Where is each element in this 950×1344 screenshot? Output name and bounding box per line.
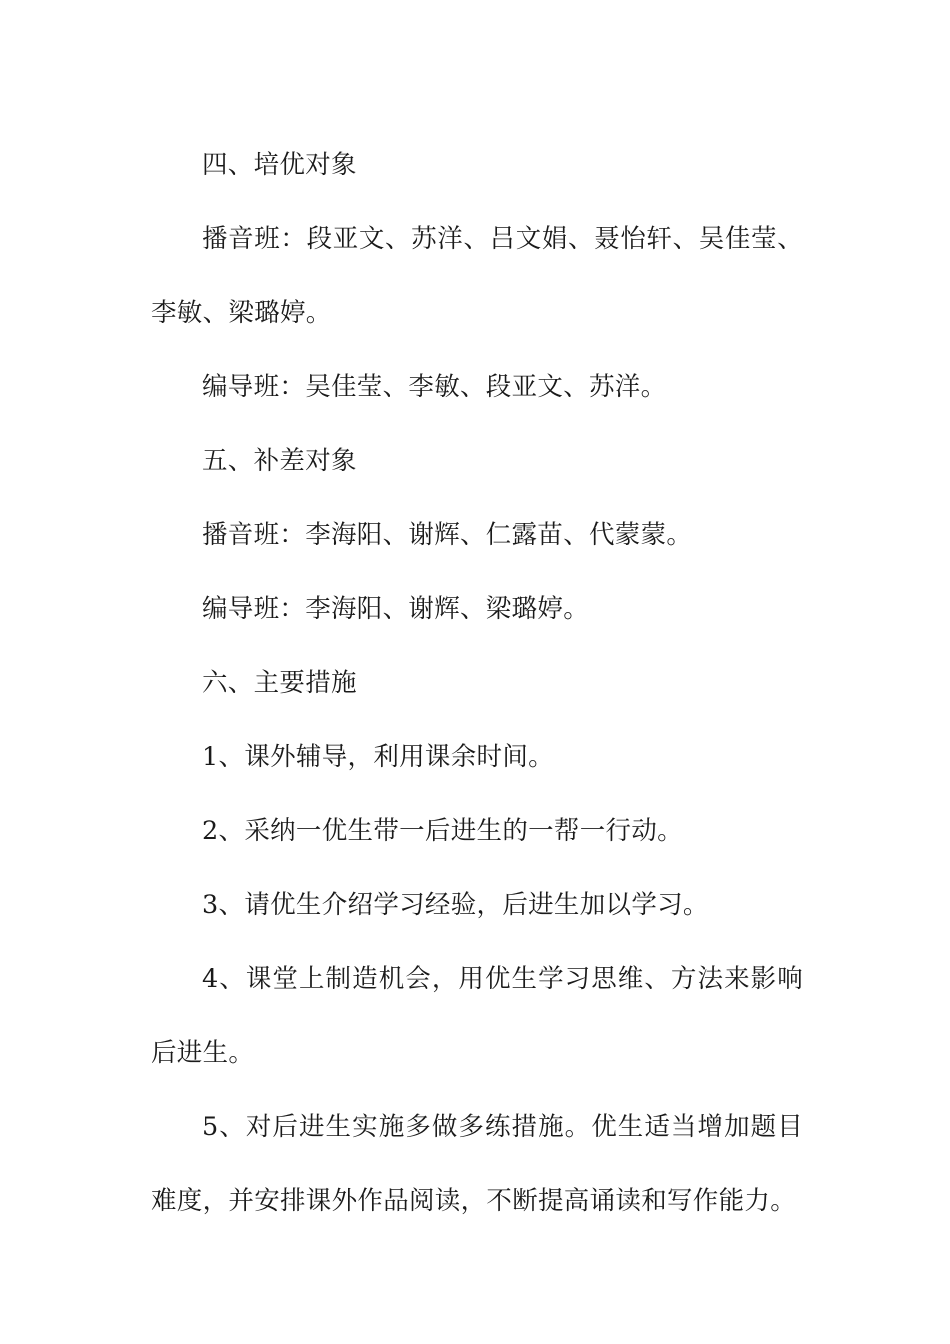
section-heading-main-measures: 六、主要措施 (202, 668, 357, 698)
section-heading-training-targets: 四、培优对象 (202, 150, 357, 180)
paragraph-directing-class-remedial: 编导班：李海阳、谢辉、梁璐婷。 (202, 594, 590, 624)
section-heading-remedial-targets: 五、补差对象 (202, 446, 357, 476)
measure-item-3: 3、请优生介绍学习经验，后进生加以学习。 (202, 890, 709, 920)
measure-item-5: 5、对后进生实施多做多练措施。优生适当增加题目难度，并安排课外作品阅读，不断提高诵读和写作能力。 (151, 1112, 803, 1216)
document-body (151, 128, 803, 1238)
measure-item-1: 1、课外辅导，利用课余时间。 (202, 742, 554, 772)
paragraph-broadcast-class-remedial: 播音班：李海阳、谢辉、仁露苗、代蒙蒙。 (202, 520, 693, 550)
measure-item-4: 4、课堂上制造机会，用优生学习思维、方法来影响后进生。 (151, 964, 803, 1068)
paragraph-broadcast-class-excellent: 播音班：段亚文、苏洋、吕文娟、聂怡轩、吴佳莹、李敏、梁璐婷。 (151, 224, 803, 328)
paragraph-directing-class-excellent: 编导班：吴佳莹、李敏、段亚文、苏洋。 (202, 372, 667, 402)
measure-item-2: 2、采纳一优生带一后进生的一帮一行动。 (202, 816, 683, 846)
